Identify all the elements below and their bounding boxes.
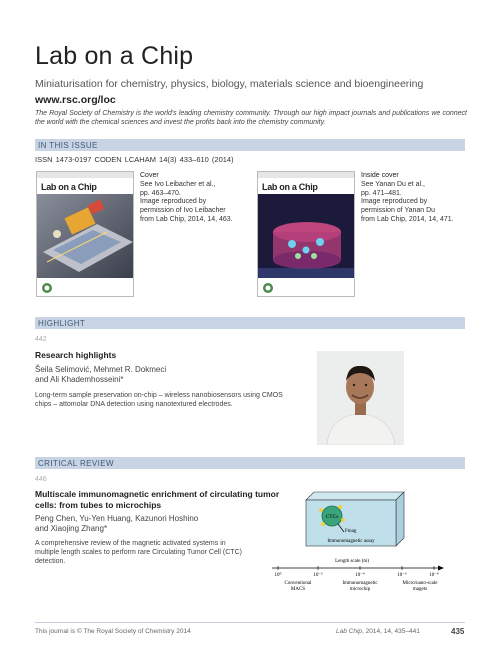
journal-url[interactable]: www.rsc.org/loc — [35, 94, 116, 106]
footer-journal: Lab Chip — [336, 628, 363, 635]
review-authors — [35, 514, 198, 535]
ctc-bead — [319, 508, 323, 512]
inside-cover-caption-line: permission of Yanan Du — [361, 207, 436, 214]
axis-categories — [285, 581, 439, 592]
journal-subtitle: Miniaturisation for chemistry, physics, biology, materials science and bioengineering — [35, 78, 424, 90]
footer-copyright: This journal is © The Royal Society of Chemistry 2014 — [35, 628, 191, 635]
inside-cover-image[interactable] — [257, 171, 355, 297]
ctc-bead — [338, 505, 342, 509]
axis-tick-label: 10⁻⁶ — [397, 573, 407, 578]
cover-caption — [140, 172, 240, 225]
issn-line: ISSN 1473-0197 CODEN LCAHAM 14(3) 433–610 (2014) — [35, 155, 234, 164]
box-top-face — [306, 492, 404, 500]
axis-label: Length scale (m) — [335, 559, 369, 564]
review-page-number: 446 — [35, 476, 47, 483]
review-description: A comprehensive review of the magnetic activated systems in multiple length scales to perform rare Circulating Tumor Cell (CTC) detection. — [35, 540, 242, 566]
footer-citation — [336, 628, 420, 635]
ctc-bead — [341, 518, 345, 522]
section-bar-highlight — [35, 317, 465, 329]
journal-title: Lab on a Chip — [35, 42, 194, 70]
inside-cover-caption-line: Image reproduced by — [361, 198, 428, 206]
footer-divider — [35, 622, 465, 623]
axis-arrowhead — [438, 566, 444, 571]
highlight-authors-line: and Ali Khademhosseini* — [35, 375, 124, 385]
axis-tick-label: 10⁻⁹ — [429, 573, 439, 578]
cover-label: Cover — [140, 172, 159, 179]
axis-category-label: Micro/nano-scale — [402, 581, 438, 586]
axis-category-label: MACS — [290, 587, 306, 592]
cover-journal-title: Lab on a Chip — [41, 182, 97, 192]
highlight-authors — [35, 365, 166, 386]
cover-caption-line: from Lab Chip, 2014, 14, 463. — [140, 215, 233, 223]
axis-category-label: Conventional — [284, 581, 312, 586]
section-heading-in-this-issue: IN THIS ISSUE — [38, 141, 98, 150]
inside-cover-label: Inside cover — [361, 172, 399, 179]
cover-image[interactable] — [36, 171, 134, 297]
inside-cover-caption-line: pp. 471–481. — [361, 189, 402, 197]
section-heading-highlight: HIGHLIGHT — [38, 319, 86, 328]
axis-tick-label: 10⁻⁴ — [355, 573, 365, 578]
inside-cover-journal-title: Lab on a Chip — [262, 182, 318, 192]
box-side-face — [396, 492, 404, 546]
author-portrait-illustration — [317, 351, 404, 445]
fmag-label: Fmag — [345, 529, 357, 534]
section-bar-in-this-issue — [35, 139, 465, 151]
cover-caption-line: permission of Ivo Leibacher — [140, 207, 226, 214]
ctc-bead — [321, 522, 325, 526]
review-figure — [268, 490, 468, 620]
inside-cover-caption — [361, 172, 466, 225]
axis-category-label: microchip — [349, 587, 371, 592]
cover-caption-line: See Ivo Leibacher et al., — [140, 180, 216, 188]
inside-cover-artwork — [258, 172, 355, 297]
highlight-authors-line: Šeila Selimović, Mehmet R. Dokmeci — [35, 365, 167, 374]
rsc-blurb: The Royal Society of Chemistry is the world's leading chemistry community. Through our high impact journals and publications we connect the world with the chemical sciences and invest the profits back into the chemistry community. — [35, 110, 467, 127]
axis-category-label: Immunomagnetic — [342, 581, 378, 586]
footer-page-number: 435 — [451, 627, 465, 636]
cover-caption-line: pp. 463–470. — [140, 189, 181, 197]
highlight-article-title[interactable]: Research highlights — [35, 350, 117, 360]
ctc-label: CTCs — [325, 514, 339, 520]
axis-tick-label: 10⁻² — [313, 573, 323, 578]
highlight-description: Long-term sample preservation on-chip – wireless nanobiosensors using CMOS chips – attomolar DNA detection using nanotextured electrodes. — [35, 392, 283, 409]
footer-citation-rest: , 2014, 14, 435–441 — [362, 628, 420, 635]
inside-cover-caption-line: See Yanan Du et al., — [361, 180, 425, 188]
assay-label: Immunomagnetic assay — [327, 539, 375, 544]
review-authors-line: Peng Chen, Yu-Yen Huang, Kazunori Hoshino — [35, 514, 199, 523]
author-photo — [317, 351, 404, 445]
cover-artwork — [37, 172, 134, 297]
inside-cover-caption-line: from Lab Chip, 2014, 14, 471. — [361, 215, 454, 223]
axis-tick-label: 10⁰ — [274, 573, 282, 578]
section-heading-critical-review: CRITICAL REVIEW — [38, 459, 114, 468]
review-authors-line: and Xiaojing Zhang* — [35, 524, 108, 534]
highlight-page-number: 442 — [35, 336, 47, 343]
cover-caption-line: Image reproduced by — [140, 198, 207, 206]
review-article-title[interactable]: Multiscale immunomagnetic enrichment of circulating tumor cells: from tubes to microchips — [35, 489, 280, 510]
axis-category-label: magets — [412, 587, 428, 592]
